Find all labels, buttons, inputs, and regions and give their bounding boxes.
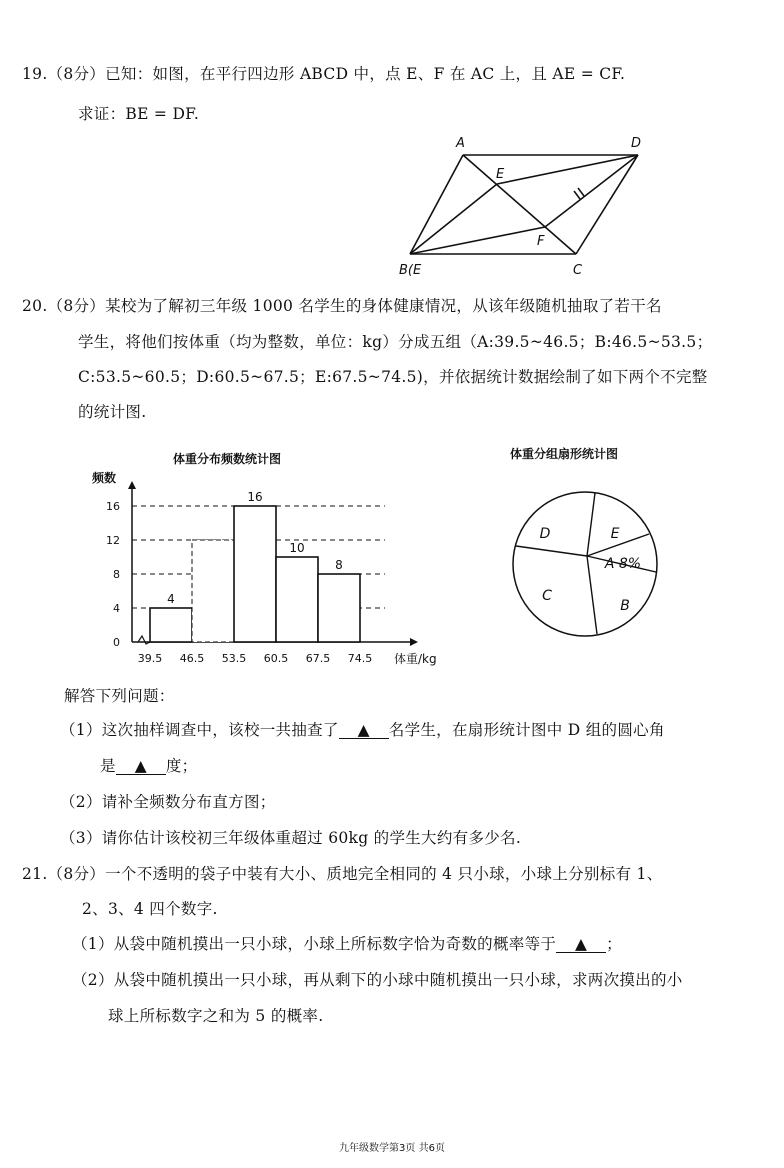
- q20-sub1-text-d: 度；: [165, 757, 198, 775]
- pie-chart: [505, 440, 705, 660]
- histogram-bar: [192, 540, 234, 642]
- axis-break-mark: [138, 636, 150, 644]
- q21-line-1: 21.（8分）一个不透明的袋子中装有大小、质地完全相同的 4 只小球，小球上分别标有 1、: [22, 865, 663, 883]
- answer-blank-count[interactable]: ▲: [339, 722, 389, 739]
- histogram-title: 体重分布频数统计图: [173, 452, 282, 466]
- pie-label-c: C: [542, 588, 552, 604]
- y-axis-arrow: [128, 481, 136, 489]
- bar-value-label: 10: [289, 541, 305, 555]
- bar-value-label: 4: [167, 592, 175, 606]
- q19-prove: 求证：BE = DF.: [78, 105, 200, 123]
- vertex-label-e: E: [496, 167, 505, 182]
- vertex-label-d: D: [631, 136, 642, 151]
- pie-label-b: B: [620, 598, 630, 614]
- x-tick-label: 74.5: [347, 652, 373, 665]
- x-tick-label: 39.5: [137, 652, 163, 665]
- histogram-chart: [80, 445, 480, 675]
- q20-sub3: （3）请你估计该校初三年级体重超过 60kg 的学生大约有多少名.: [60, 829, 522, 847]
- y-tick-label: 12: [106, 534, 120, 547]
- q21-sub2-b: 球上所标数字之和为 5 的概率.: [108, 1007, 324, 1025]
- y-tick-label: 16: [106, 500, 120, 513]
- q20-solve-label: 解答下列问题：: [64, 687, 175, 705]
- histogram-bar: [234, 506, 276, 642]
- q20-line-3: C:53.5~60.5；D:60.5~67.5；E:67.5~74.5)，并依据统计数据绘制了如下两个不完整: [78, 368, 708, 386]
- answer-blank-angle[interactable]: ▲: [116, 758, 166, 775]
- histogram-bar: [318, 574, 360, 642]
- vertex-label-a: A: [456, 136, 465, 151]
- x-tick-label: 46.5: [179, 652, 205, 665]
- y-tick-label: 8: [113, 568, 120, 581]
- histogram-bar: [276, 557, 318, 642]
- vertex-label-f: F: [537, 234, 545, 249]
- q19-header: 19.（8分）已知：如图，在平行四边形 ABCD 中，点 E、F 在 AC 上，且 AE = CF.: [22, 65, 626, 83]
- q20-sub1-cont: [100, 754, 197, 776]
- x-tick-label: 60.5: [263, 652, 289, 665]
- q21-line-2: 2、3、4 四个数字.: [82, 900, 218, 918]
- histogram-bar: [150, 608, 192, 642]
- pie-label-a: A 8%: [604, 556, 642, 572]
- q20-line-4: 的统计图.: [78, 403, 147, 421]
- y-tick-label: 4: [113, 602, 120, 615]
- x-axis-arrow: [410, 638, 418, 646]
- page-footer: 九年级数学第3页 共6页: [339, 1143, 445, 1154]
- q20-line-1: 20.（8分）某校为了解初三年级 1000 名学生的身体健康情况，从该年级随机抽取了若干名: [22, 297, 662, 315]
- pie-label-d: D: [539, 526, 551, 542]
- x-tick-label: 53.5: [221, 652, 247, 665]
- q20-line-2: 学生，将他们按体重（均为整数，单位：kg）分成五组（A:39.5~46.5；B:46.5~53.5；: [78, 333, 713, 351]
- q20-sub1: [60, 718, 665, 740]
- q20-sub1-text-b: 名学生，在扇形统计图中 D 组的圆心角: [388, 721, 665, 739]
- histogram-ylabel: 频数: [92, 471, 117, 485]
- bar-value-label: 8: [335, 558, 343, 572]
- y-tick-label: 0: [113, 636, 120, 649]
- pie-label-e: E: [610, 526, 620, 542]
- q21-sub1-text-a: （1）从袋中随机摸出一只小球，小球上所标数字恰为奇数的概率等于: [72, 935, 557, 953]
- vertex-label-b: B(E: [399, 263, 422, 278]
- bar-value-label: 16: [247, 490, 263, 504]
- q21-sub1-text-b: ；: [606, 935, 622, 953]
- vertex-label-c: C: [573, 263, 583, 278]
- q20-sub2: （2）请补全频数分布直方图；: [60, 793, 276, 811]
- answer-blank-probability[interactable]: ▲: [556, 936, 606, 953]
- x-tick-label: 67.5: [305, 652, 331, 665]
- q20-sub1-text-a: （1）这次抽样调查中，该校一共抽查了: [60, 721, 339, 739]
- q20-sub1-text-c: 是: [100, 757, 116, 775]
- q21-sub2-a: （2）从袋中随机摸出一只小球，再从剩下的小球中随机摸出一只小球，求两次摸出的小: [72, 971, 683, 989]
- q21-sub1: [72, 932, 622, 954]
- pie-title: 体重分组扇形统计图: [510, 447, 619, 461]
- histogram-xlabel: 体重/kg: [394, 652, 437, 666]
